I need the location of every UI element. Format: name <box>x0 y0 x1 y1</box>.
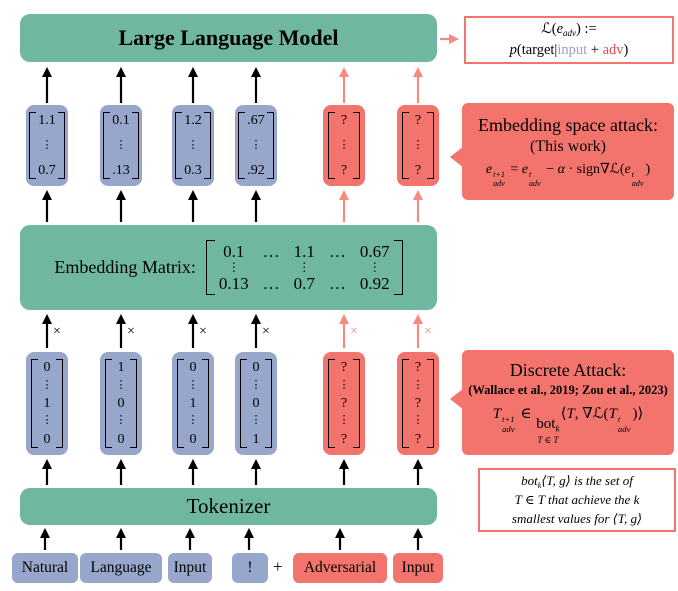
vector-dots: ⋮ <box>250 138 262 151</box>
matrix-bracket-right <box>394 240 403 296</box>
vector-bracket-left <box>103 112 110 179</box>
vector-values <box>110 112 132 179</box>
vector-bracket-right <box>427 359 434 448</box>
embedding-attack-title: Embedding space attack: <box>478 114 658 135</box>
matrix-cell: … <box>328 273 346 293</box>
vector-bracket-right <box>204 112 211 179</box>
loss-box <box>464 16 674 64</box>
matrix-cell: 0.13 <box>218 273 249 293</box>
arrows-tokens-to-tokenizer <box>45 531 418 550</box>
vector-value: ? <box>414 431 422 447</box>
matrix-cell: ⋮ <box>298 260 311 275</box>
vector-value: ? <box>340 360 348 375</box>
onehot-vector-2 <box>100 352 142 455</box>
vector-values <box>409 112 427 179</box>
vector-bracket-right <box>353 359 360 448</box>
matrix-cell: 0.7 <box>293 273 315 293</box>
vector-dots: ⋮ <box>250 414 262 427</box>
vector-bracket-right <box>130 359 137 448</box>
vector-dots: ⋮ <box>412 378 424 391</box>
loss-line-1: $ℒ(e_{adv})$ := <box>541 20 597 39</box>
vector-value: 1 <box>189 395 197 411</box>
vector-value: ? <box>340 162 348 178</box>
vector-value: 1 <box>252 431 260 447</box>
multiply-sign-6: × <box>424 324 432 339</box>
arrows-onehot-to-matrix <box>47 317 418 348</box>
matrix-cell: 1.1 <box>293 241 315 261</box>
vector-bracket-right <box>353 112 360 179</box>
vector-dots: ⋮ <box>115 414 127 427</box>
vector-value: 0 <box>189 431 197 447</box>
vector-dots: ⋮ <box>338 138 350 151</box>
vector-value: ? <box>340 395 348 411</box>
plus-sign: + <box>273 557 283 576</box>
vector-value: ? <box>340 113 348 128</box>
vector-dots: ⋮ <box>115 378 127 391</box>
multiply-sign-5: × <box>350 324 358 339</box>
vector-bracket-left <box>175 112 182 179</box>
vector-values <box>247 359 265 448</box>
vector-bracket-left <box>328 112 335 179</box>
matrix-cell: 0.1 <box>223 241 245 261</box>
vector-values <box>112 359 130 448</box>
vector-values <box>36 112 58 179</box>
vector-dots: ⋮ <box>187 378 199 391</box>
vector-bracket-right <box>267 112 274 179</box>
matrix-bracket-left <box>206 240 215 296</box>
llm-label: Large Language Model <box>118 25 339 50</box>
vector-dots: ⋮ <box>41 138 53 151</box>
vector-dots: ⋮ <box>412 138 424 151</box>
matrix-cell: ⋮ <box>227 260 240 275</box>
multiply-sign-1: × <box>53 324 61 339</box>
vector-value: 0 <box>252 360 260 375</box>
embedding-vector-adv-1 <box>323 105 365 186</box>
vector-bracket-left <box>177 359 184 448</box>
note-line-1: bot$_k$⟨T, g⟩ is the set of <box>521 473 633 491</box>
vector-bracket-left <box>402 359 409 448</box>
token-adversarial: Adversarial <box>293 553 387 583</box>
matrix-cell: ⋮ <box>368 260 381 275</box>
vector-value: 1 <box>43 395 51 411</box>
token-exclamation: ! <box>232 553 268 583</box>
vector-dots: ⋮ <box>187 138 199 151</box>
discrete-attack-callout <box>462 350 674 455</box>
onehot-vector-4 <box>235 352 277 455</box>
vector-value: 0.3 <box>184 162 202 178</box>
vector-values <box>335 359 353 448</box>
vector-value: 0 <box>189 360 197 375</box>
matrix-cell: 0.67 <box>359 241 390 261</box>
vector-value: ? <box>414 162 422 178</box>
token-natural: Natural <box>12 553 78 583</box>
onehot-vector-adv-1 <box>323 352 365 455</box>
vector-value: .13 <box>112 162 130 178</box>
vector-value: 1.1 <box>38 113 56 128</box>
vector-value: 0 <box>252 395 260 411</box>
vector-bracket-left <box>328 359 335 448</box>
vector-dots: ⋮ <box>412 414 424 427</box>
embedding-attack-formula: e t+1 adv = e t adv − α · sign∇ℒ(e t adv ) <box>485 162 651 188</box>
vector-bracket-right <box>56 359 63 448</box>
vector-value: 1.2 <box>184 113 202 128</box>
vector-dots: ⋮ <box>115 138 127 151</box>
botk-note-box <box>478 468 676 532</box>
vector-bracket-left <box>240 359 247 448</box>
vector-bracket-left <box>29 112 36 179</box>
matrix-values <box>215 240 394 296</box>
vector-bracket-left <box>402 112 409 179</box>
arrows-matrix-to-embeddings <box>47 193 418 222</box>
embedding-vector-1 <box>26 105 68 186</box>
vector-dots: ⋮ <box>187 414 199 427</box>
vector-dots: ⋮ <box>41 378 53 391</box>
matrix-cell: … <box>262 273 280 293</box>
vector-value: .92 <box>247 162 265 178</box>
vector-value: ? <box>414 113 422 128</box>
vector-value: 0.7 <box>38 162 56 178</box>
vector-value: 0.1 <box>112 113 130 128</box>
vector-values <box>184 359 202 448</box>
token-input-adv: Input <box>393 553 443 583</box>
vector-bracket-right <box>427 112 434 179</box>
embedding-vector-2 <box>100 105 142 186</box>
tokenizer-box <box>20 488 437 525</box>
vector-value: 0 <box>117 395 125 411</box>
vector-value: ? <box>414 360 422 375</box>
vector-bracket-left <box>105 359 112 448</box>
matrix-cell: 0.92 <box>359 273 390 293</box>
vector-bracket-right <box>202 359 209 448</box>
tokenizer-label: Tokenizer <box>186 494 271 518</box>
discrete-attack-citation: (Wallace et al., 2019; Zou et al., 2023) <box>468 383 668 398</box>
vector-value: ? <box>340 431 348 447</box>
vector-values <box>335 112 353 179</box>
multiply-sign-4: × <box>262 324 270 339</box>
arrows-embeddings-to-llm <box>47 70 418 103</box>
multiply-sign-3: × <box>199 324 207 339</box>
onehot-vector-3 <box>172 352 214 455</box>
vector-values <box>409 359 427 448</box>
vector-bracket-left <box>238 112 245 179</box>
embedding-attack-subtitle: (This work) <box>530 138 606 156</box>
vector-bracket-right <box>132 112 139 179</box>
vector-values <box>182 112 204 179</box>
vector-dots: ⋮ <box>250 378 262 391</box>
vector-value: 0 <box>43 360 51 375</box>
note-line-3: smallest values for ⟨T, g⟩ <box>511 510 643 526</box>
loss-line-2: p(target|input + adv) <box>509 42 629 59</box>
vector-dots: ⋮ <box>338 378 350 391</box>
arrows-tokenizer-to-onehot <box>47 462 418 485</box>
vector-value: 0 <box>117 431 125 447</box>
vector-bracket-right <box>265 359 272 448</box>
multiply-sign-2: × <box>127 324 135 339</box>
vector-value: ? <box>414 395 422 411</box>
embedding-matrix-label: Embedding Matrix: <box>54 257 196 277</box>
embedding-matrix-box <box>20 225 437 310</box>
onehot-vector-adv-2 <box>397 352 439 455</box>
vector-bracket-right <box>58 112 65 179</box>
embedding-matrix <box>206 240 403 296</box>
note-line-2: T ∈ T that achieve the k <box>514 492 640 508</box>
vector-value: 0 <box>43 431 51 447</box>
onehot-vector-1 <box>26 352 68 455</box>
vector-value: 1 <box>117 360 125 375</box>
embedding-vector-adv-2 <box>397 105 439 186</box>
discrete-attack-formula: T t+1 adv ∈ bot$_k$ T ∈ T ⟨T, ∇ℒ(T t adv )⟩ <box>492 406 644 446</box>
vector-values <box>38 359 56 448</box>
discrete-attack-title: Discrete Attack: <box>509 359 627 380</box>
token-language: Language <box>80 553 162 583</box>
embedding-vector-4 <box>235 105 277 186</box>
llm-box <box>20 14 437 62</box>
matrix-cell: … <box>328 241 346 261</box>
vector-bracket-left <box>31 359 38 448</box>
token-input: Input <box>168 553 212 583</box>
vector-value: .67 <box>247 113 265 128</box>
vector-dots: ⋮ <box>41 414 53 427</box>
matrix-cell: … <box>262 241 280 261</box>
vector-values <box>245 112 267 179</box>
vector-dots: ⋮ <box>338 414 350 427</box>
embedding-vector-3 <box>172 105 214 186</box>
embedding-attack-callout <box>462 103 674 200</box>
